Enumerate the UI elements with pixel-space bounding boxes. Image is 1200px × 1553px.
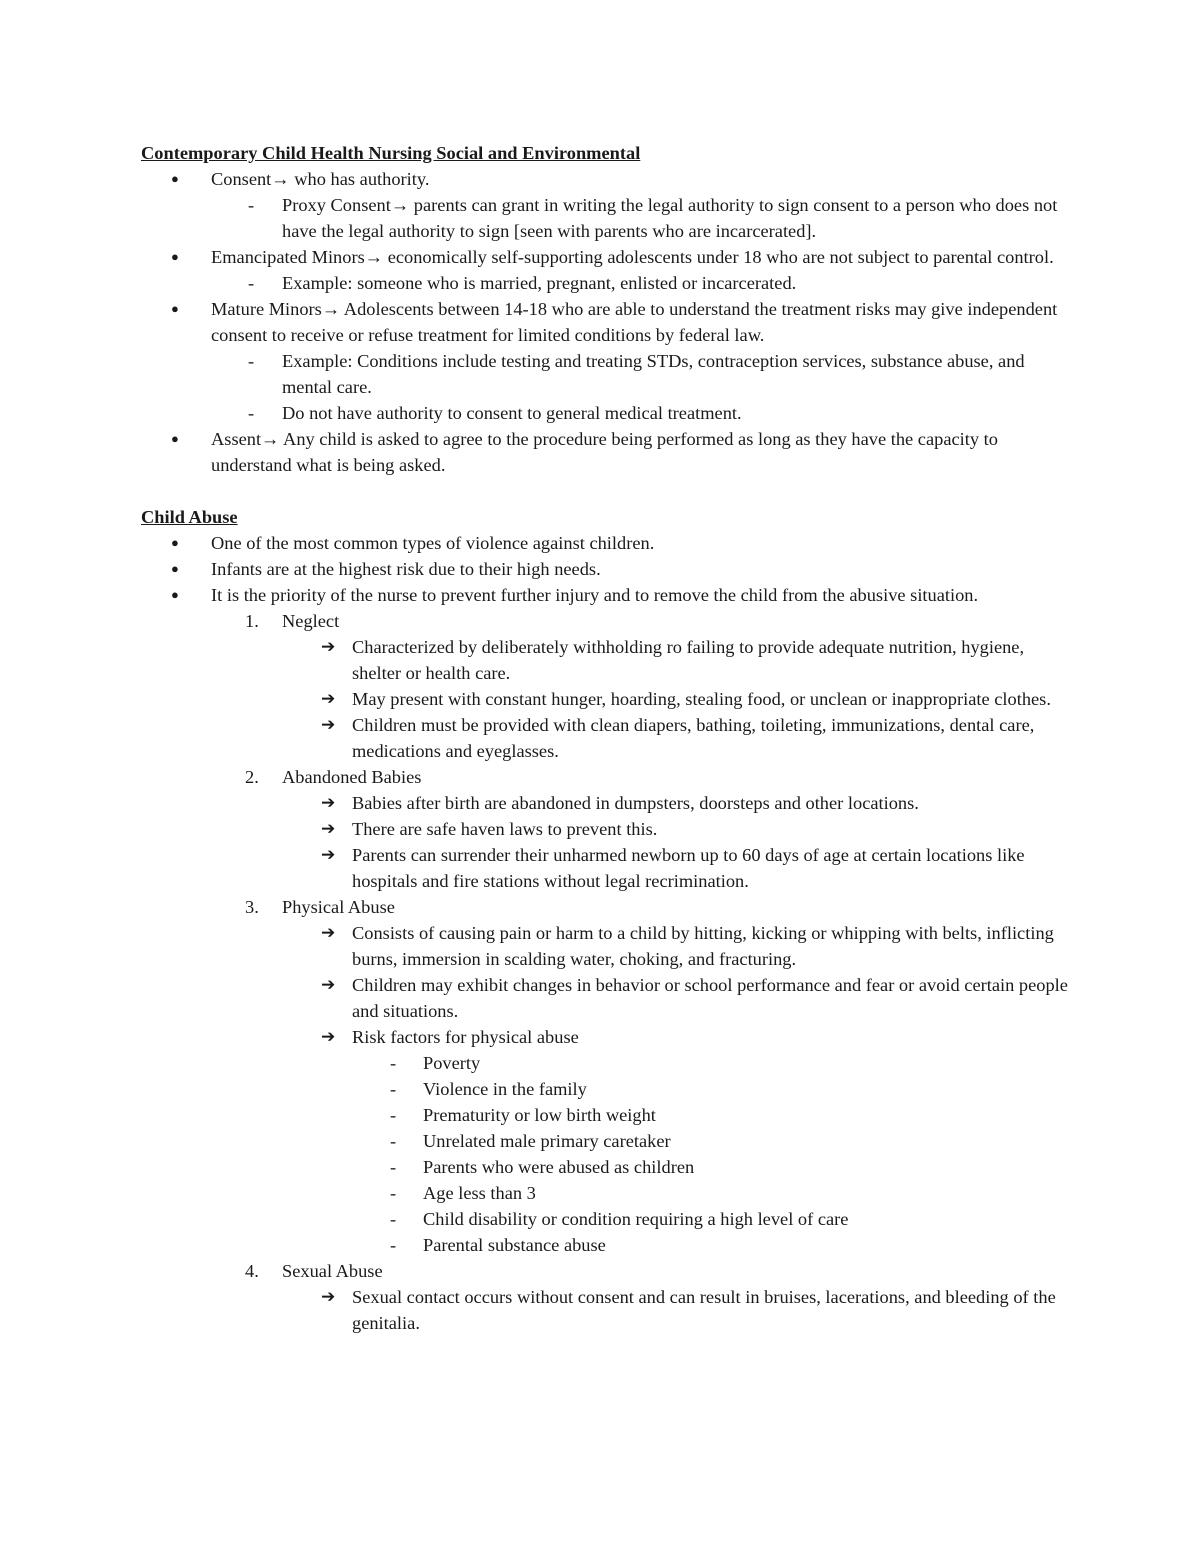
arrow-item-text: Consists of causing pain or harm to a child by hitting, kicking or whipping with belts, inflicting burns, immersion in scalding water, choking, and fracturing. [352, 923, 1054, 969]
number-marker: 1. [245, 611, 259, 631]
arrow-icon: ➔ [321, 845, 336, 864]
bullet-marker: ● [171, 587, 179, 602]
arrow-item-text: Children may exhibit changes in behavior or school performance and fear or avoid certain people and situations. [352, 975, 1068, 1021]
risk-factor-text: Parents who were abused as children [423, 1157, 695, 1177]
bullet-marker: ● [171, 301, 179, 316]
sub-item-example-conditions [141, 348, 1071, 400]
sub-item-text: Proxy Consent→ parents can grant in writing the legal authority to sign consent to a person who does not have the legal authority to sign [seen with parents who are incarcerated]. [282, 195, 1058, 241]
blank-line [141, 478, 1071, 504]
number-marker: 3. [245, 897, 259, 917]
risk-factor-text: Poverty [423, 1053, 481, 1073]
arrow-item [141, 842, 1071, 894]
arrow-item-text: There are safe haven laws to prevent this. [352, 819, 658, 839]
sub-item-no-authority [141, 400, 1071, 426]
risk-factor-text: Age less than 3 [423, 1183, 536, 1203]
numbered-item-neglect [141, 608, 1071, 634]
risk-factor-item [141, 1076, 1071, 1102]
arrow-item [141, 712, 1071, 764]
arrow-item [141, 972, 1071, 1024]
arrow-icon: ➔ [321, 819, 336, 838]
risk-factor-item [141, 1154, 1071, 1180]
sub-item-proxy-consent [141, 192, 1071, 244]
arrow-item-text: Babies after birth are abandoned in dumpsters, doorsteps and other locations. [352, 793, 919, 813]
arrow-icon: ➔ [321, 793, 336, 812]
numbered-item-abandoned-babies [141, 764, 1071, 790]
arrow-icon: ➔ [321, 689, 336, 708]
section-heading-consent: Contemporary Child Health Nursing Social and Environmental [141, 143, 641, 163]
arrow-item-text: Parents can surrender their unharmed newborn up to 60 days of age at certain locations like hospitals and fire stations without legal recrimination. [352, 845, 1025, 891]
arrow-item [141, 920, 1071, 972]
arrow-item-text: Children must be provided with clean diapers, bathing, toileting, immunizations, dental care, medications and eyeglasses. [352, 715, 1035, 761]
risk-factor-text: Prematurity or low birth weight [423, 1105, 656, 1125]
sub-item-text: Do not have authority to consent to general medical treatment. [282, 403, 742, 423]
list-item-assent [141, 426, 1071, 478]
risk-factor-item [141, 1180, 1071, 1206]
risk-factor-text: Child disability or condition requiring a high level of care [423, 1209, 849, 1229]
list-item-consent [141, 166, 1071, 192]
document-body [141, 140, 1071, 1336]
arrow-item [141, 1284, 1071, 1336]
list-item-text: It is the priority of the nurse to prevent further injury and to remove the child from the abusive situation. [211, 585, 979, 605]
risk-factor-item [141, 1206, 1071, 1232]
numbered-item-sexual-abuse [141, 1258, 1071, 1284]
list-item-text: Mature Minors→ Adolescents between 14-18 who are able to understand the treatment risks may give independent consent to receive or refuse treatment for limited conditions by federal law. [211, 299, 1058, 345]
dash-marker: - [390, 1079, 397, 1099]
risk-factor-item [141, 1102, 1071, 1128]
arrow-item-text: May present with constant hunger, hoarding, stealing food, or unclean or inappropriate clothes. [352, 689, 1051, 709]
dash-marker: - [248, 195, 255, 215]
list-item-text: One of the most common types of violence against children. [211, 533, 655, 553]
bullet-marker: ● [171, 171, 179, 186]
bullet-marker: ● [171, 431, 179, 446]
dash-marker: - [390, 1131, 397, 1151]
risk-factor-item [141, 1232, 1071, 1258]
arrow-icon: ➔ [321, 637, 336, 656]
numbered-item-physical-abuse [141, 894, 1071, 920]
sub-item-text: Example: someone who is married, pregnant, enlisted or incarcerated. [282, 273, 797, 293]
dash-marker: - [390, 1183, 397, 1203]
numbered-item-title: Abandoned Babies [282, 767, 422, 787]
list-item-violence [141, 530, 1071, 556]
bullet-marker: ● [171, 535, 179, 550]
numbered-item-title: Neglect [282, 611, 340, 631]
arrow-icon: ➔ [321, 975, 336, 994]
arrow-item [141, 686, 1071, 712]
number-marker: 2. [245, 767, 259, 787]
risk-factor-text: Unrelated male primary caretaker [423, 1131, 671, 1151]
arrow-item [141, 790, 1071, 816]
numbered-item-title: Physical Abuse [282, 897, 395, 917]
dash-marker: - [248, 351, 255, 371]
risk-factor-text: Parental substance abuse [423, 1235, 606, 1255]
dash-marker: - [390, 1157, 397, 1177]
list-item-text: Assent→ Any child is asked to agree to the procedure being performed as long as they have the capacity to understand what is being asked. [211, 429, 998, 475]
bullet-marker: ● [171, 561, 179, 576]
arrow-icon: ➔ [321, 1287, 336, 1306]
list-item-text: Infants are at the highest risk due to their high needs. [211, 559, 601, 579]
list-item-emancipated-minors [141, 244, 1071, 270]
dash-marker: - [390, 1209, 397, 1229]
list-item-text: Emancipated Minors→ economically self-supporting adolescents under 18 who are not subject to parental control. [211, 247, 1054, 267]
list-item-infants [141, 556, 1071, 582]
arrow-item-text: Risk factors for physical abuse [352, 1027, 579, 1047]
risk-factor-text: Violence in the family [423, 1079, 587, 1099]
dash-marker: - [248, 403, 255, 423]
section-heading-child-abuse: Child Abuse [141, 507, 238, 527]
bullet-marker: ● [171, 249, 179, 264]
arrow-item-text: Sexual contact occurs without consent and can result in bruises, lacerations, and bleeding of the genitalia. [352, 1287, 1056, 1333]
risk-factor-item [141, 1050, 1071, 1076]
arrow-item-text: Characterized by deliberately withholding ro failing to provide adequate nutrition, hygiene, shelter or health care. [352, 637, 1025, 683]
numbered-item-title: Sexual Abuse [282, 1261, 383, 1281]
dash-marker: - [390, 1105, 397, 1125]
sub-item-text: Example: Conditions include testing and treating STDs, contraception services, substance abuse, and mental care. [282, 351, 1025, 397]
number-marker: 4. [245, 1261, 259, 1281]
list-item-mature-minors [141, 296, 1071, 348]
dash-marker: - [390, 1235, 397, 1255]
arrow-icon: ➔ [321, 1027, 336, 1046]
dash-marker: - [248, 273, 255, 293]
list-item-text: Consent→ who has authority. [211, 169, 430, 189]
arrow-icon: ➔ [321, 923, 336, 942]
arrow-icon: ➔ [321, 715, 336, 734]
list-item-priority [141, 582, 1071, 608]
risk-factor-item [141, 1128, 1071, 1154]
arrow-item [141, 1024, 1071, 1050]
arrow-item [141, 816, 1071, 842]
arrow-item [141, 634, 1071, 686]
sub-item-example [141, 270, 1071, 296]
dash-marker: - [390, 1053, 397, 1073]
